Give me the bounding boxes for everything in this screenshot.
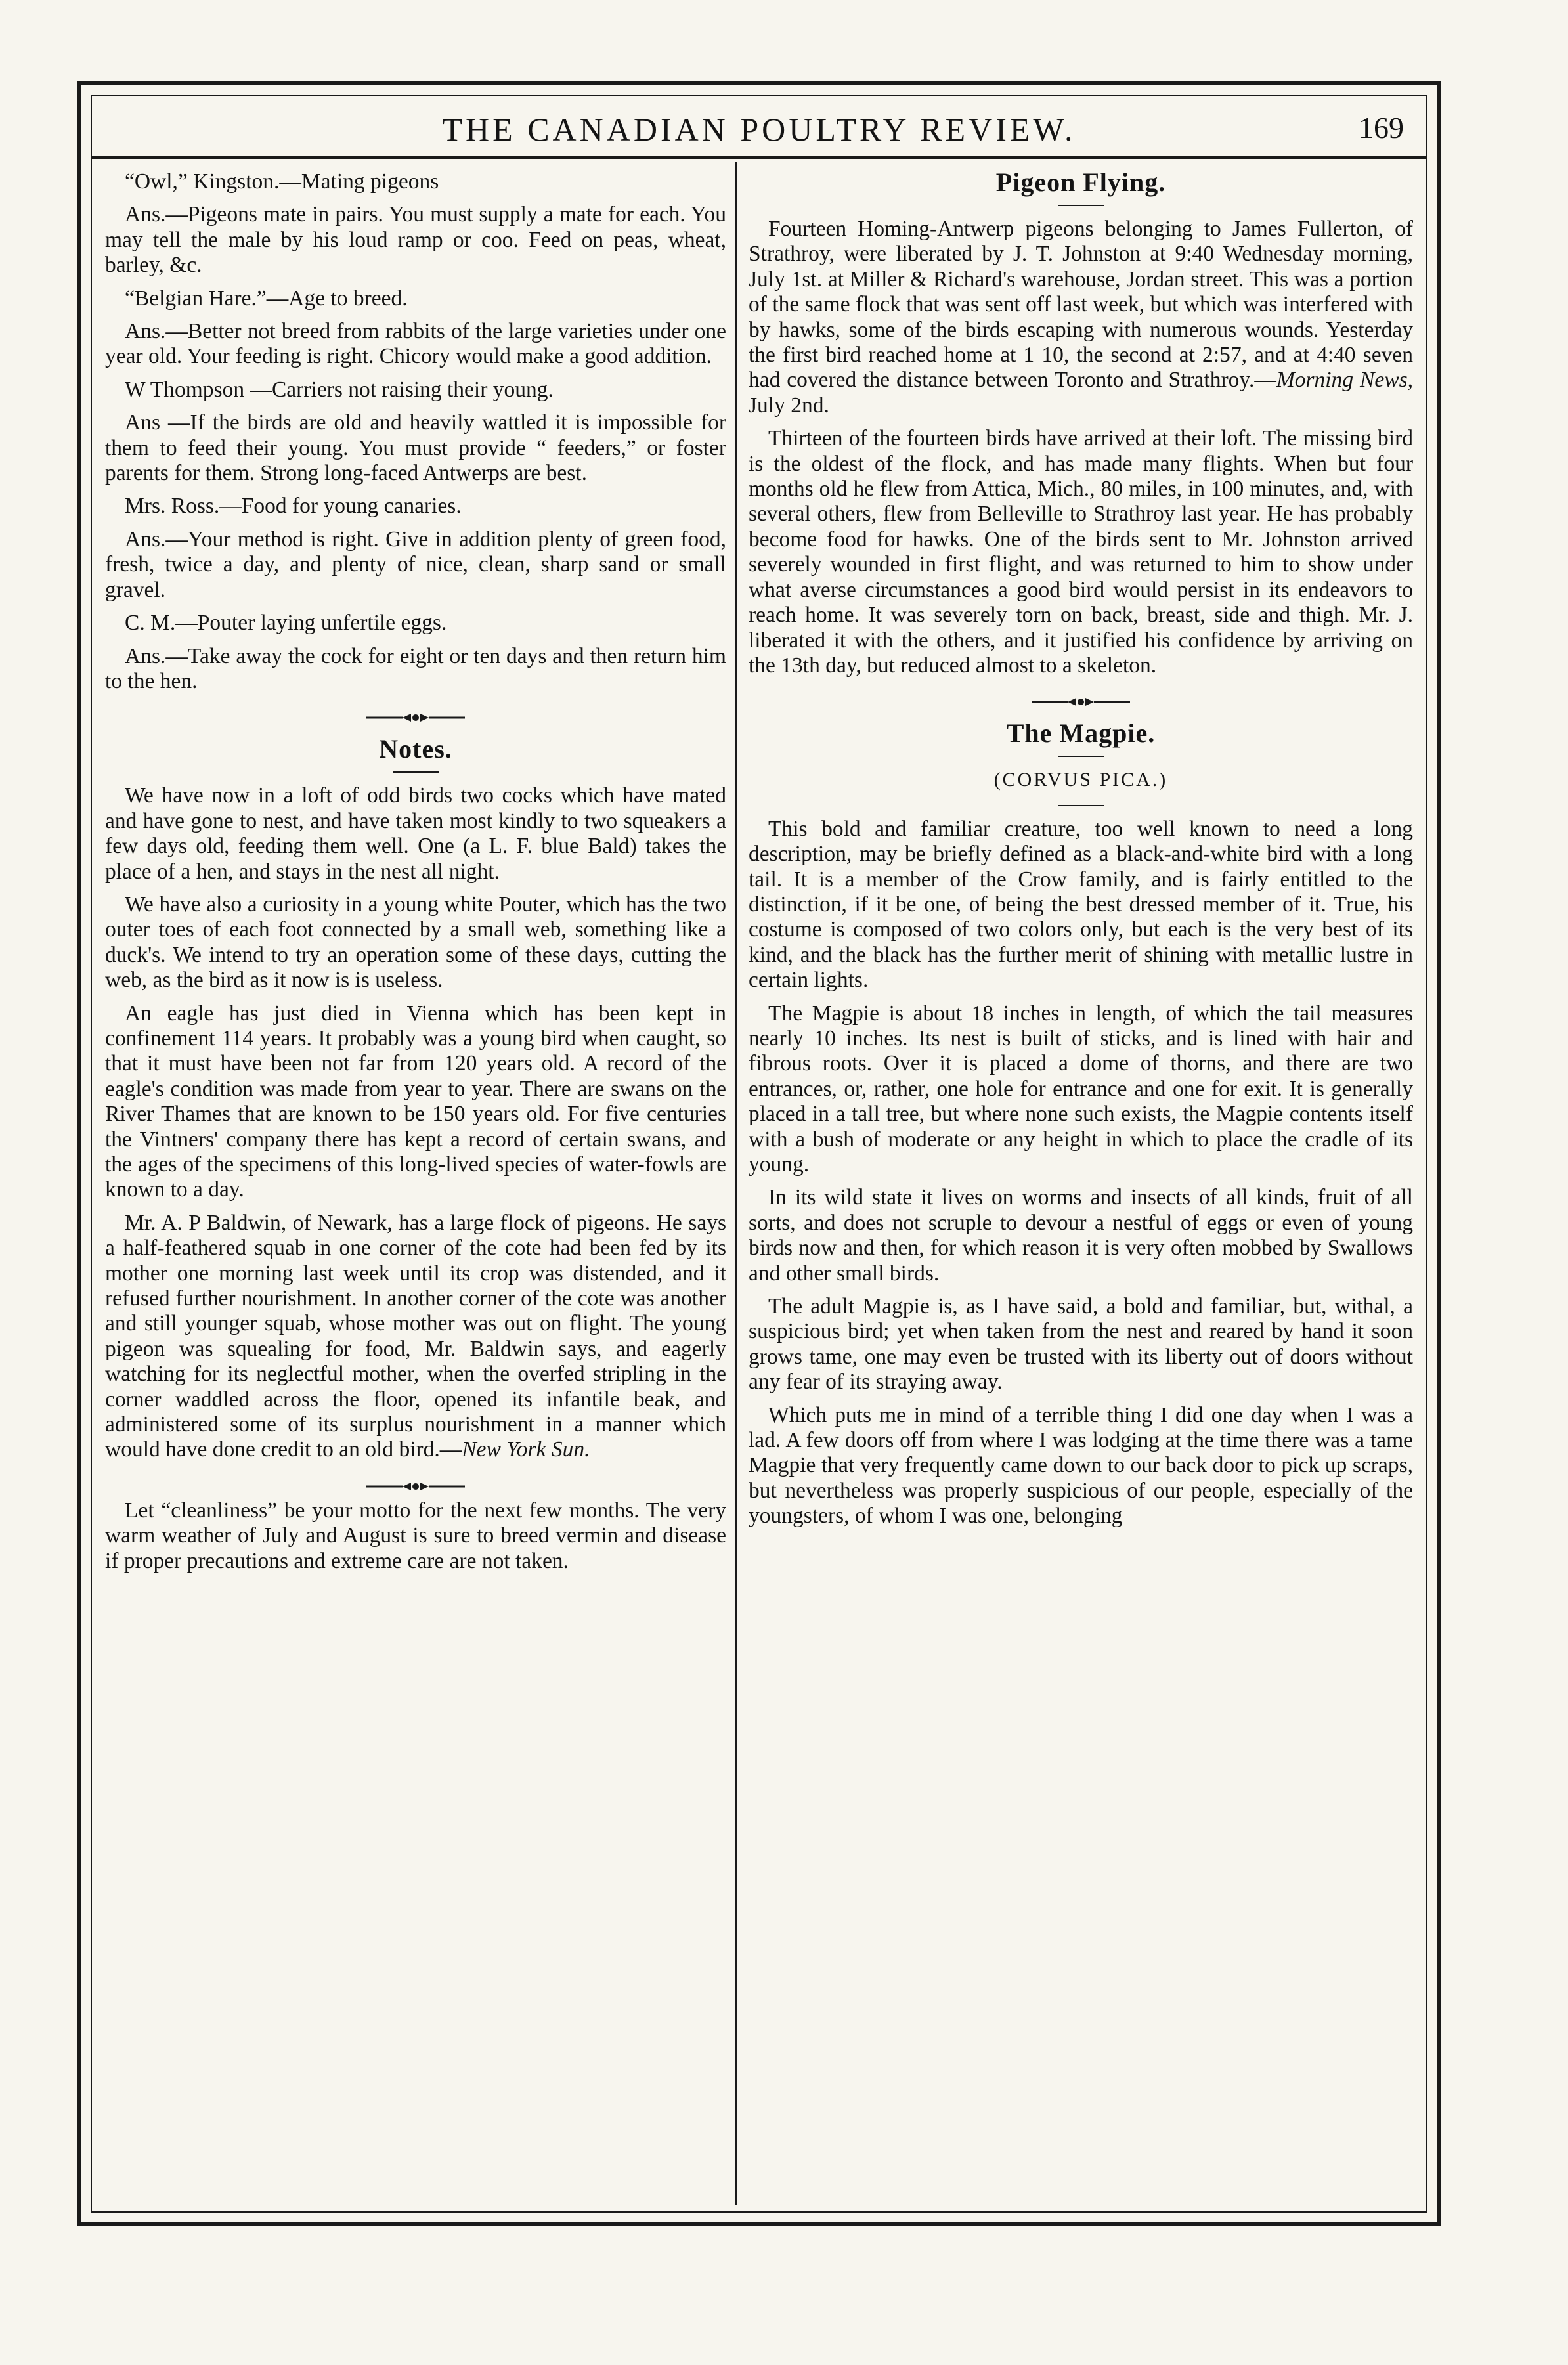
page-inner-frame xyxy=(91,95,1427,2213)
right-column xyxy=(749,169,1413,2196)
magpie-paragraph: This bold and familiar creature, too well known to need a long description, may be briefly defined as a black-and-white bird with a long tail. It is a member of the Crow family, and is fairly entitled to the distinction, if it be one, of being the best dressed member of it. True, his costume is composed of two colors only, but each is the very best of its kind, and the black has the further merit of shining with metallic lustre in certain lights. xyxy=(749,816,1413,993)
section-divider-ornament xyxy=(105,1475,726,1493)
pigeon-source: Morning News, xyxy=(1276,368,1413,393)
page-number: 169 xyxy=(1359,111,1404,144)
pigeon-paragraph xyxy=(749,217,1413,418)
qa-answer: Ans.—Take away the cock for eight or ten days and then return him to the hen. xyxy=(105,643,726,693)
magpie-heading: The Magpie. xyxy=(1006,718,1156,749)
cleanliness-paragraph: Let “cleanliness” be your motto for the next few months. The very warm weather of July and August is sure to breed vermin and disease if proper precautions and extreme care are not taken. xyxy=(105,1498,726,1573)
heading-underline xyxy=(1058,205,1104,206)
pigeon-date: July 2nd. xyxy=(749,393,829,418)
magpie-subheading: (CORVUS PICA.) xyxy=(993,769,1168,791)
note-paragraph: We have now in a loft of odd birds two cocks which have mated and have gone to nest, and have taken most kindly to two squeakers a few days old, feeding them well. One (a L. F. blue Bald) takes the place of a hen, and stays in the nest all night. xyxy=(105,783,726,884)
section-divider-ornament xyxy=(749,690,1413,708)
magpie-paragraph: Which puts me in mind of a terrible thing I did one day when I was a lad. A few doors off from where I was lodging at the time there was a tame Magpie that very frequently came down to our back door to pick up scraps, but nevertheless was properly suspicious of our people, especially of the youngsters, of whom I was one, belonging xyxy=(749,1402,1413,1529)
qa-question: “Belgian Hare.”—Age to breed. xyxy=(125,286,408,311)
page-header xyxy=(92,96,1426,159)
journal-title: THE CANADIAN POULTRY REVIEW. xyxy=(442,111,1076,148)
qa-answer: Ans.—Better not breed from rabbits of the large varieties under one year old. Your feeding is right. Chicory would make a good addition. xyxy=(105,319,726,369)
heading-underline xyxy=(1058,756,1104,757)
pigeon-paragraph-text: Fourteen Homing-Antwerp pigeons belonging to James Fullerton, of Strathroy, were liberated by J. T. Johnston at 9:40 Wednesday morning, July 1st. at Miller & Richard's warehouse, Jordan street. This was a portion of the same flock that was sent off last week, but which was interfered with by hawks, some of the birds escaping with numerous wounds. Yesterday the first bird reached home at 1 10, the second at 2:57, and at 4:40 seven had covered the distance between Toronto and Strathroy.— xyxy=(749,217,1413,393)
note-paragraph-baldwin xyxy=(105,1211,726,1463)
note-paragraph: An eagle has just died in Vienna which has been kept in confinement 114 years. It probably was a young bird when caught, so that it must have been not far from 120 years old. A record of the eagle's condition was made from year to year. There are swans on the River Thames that are known to be 150 years old. For five centuries the Vintners' company there has kept a record of certain swans, and the ages of the specimens of this long-lived species of water-fowls are known to a day. xyxy=(105,1001,726,1202)
page-frame xyxy=(77,81,1441,2226)
qa-answer: Ans.—Your method is right. Give in addition plenty of green food, fresh, twice a day, and plenty of nice, clean, sharp sand or small gravel. xyxy=(105,527,726,602)
section-divider-ornament xyxy=(105,706,726,724)
note-paragraph: We have also a curiosity in a young white Pouter, which has the two outer toes of each foot connected by a small web, something like a duck's. We intend to try an operation some of these days, cutting the web, as the bird as it now is is useless. xyxy=(105,892,726,993)
qa-answer: Ans —If the birds are old and heavily wattled it is impossible for them to feed their young. You must provide “ feeders,” or foster parents for them. Strong long-faced Antwerps are best. xyxy=(105,410,726,486)
qa-question: “Owl,” Kingston.—Mating pigeons xyxy=(125,169,439,194)
pigeon-paragraph: Thirteen of the fourteen birds have arrived at their loft. The missing bird is the oldest of the flock, and has made many flights. When but four months old he flew from Attica, Mich., 80 miles, in 100 minutes, and, with several others, flew from Belleville to Strathroy last year. He has probably become food for hawks. One of the birds sent to Mr. Johnston arrived severely wounded in first flight, and was returned to him to show under what averse circumstances a good bird would persist in its endeavors to reach home. It was severely torn on back, breast, side and thigh. Mr. J. liberated it with the others, and it justified his confidence by arriving on the 13th day, but reduced almost to a skeleton. xyxy=(749,426,1413,678)
qa-answer: Ans.—Pigeons mate in pairs. You must supply a mate for each. You may tell the male by his loud ramp or coo. Feed on peas, wheat, barley, &c. xyxy=(105,202,726,278)
qa-section xyxy=(105,169,726,694)
notes-heading: Notes. xyxy=(379,734,452,764)
magpie-paragraph: In its wild state it lives on worms and insects of all kinds, fruit of all sorts, and does not scruple to devour a nestful of eggs or even of young birds now and then, for which reason it is very often mobbed by Swallows and other small birds. xyxy=(749,1185,1413,1286)
note-paragraph-text: Mr. A. P Baldwin, of Newark, has a large flock of pigeons. He says a half-feathered squab in one corner of the cote had been fed by its mother one morning last week until its crop was distended, and it refused further nourishment. In another corner of the cote was another and still younger squab, whose mother was out on flight. The young pigeon was squealing for food, Mr. Baldwin says, and eagerly watching for its neglectful mother, when the overfed stripling in the corner waddled across the floor, opened its infantile beak, and administered some of its surplus nourishment in a manner which would have done credit to an old bird.— xyxy=(105,1210,726,1462)
heading-underline xyxy=(393,771,439,773)
magpie-paragraph: The Magpie is about 18 inches in length, of which the tail measures nearly 10 inches. Its nest is built of sticks, and is lined with hair and fibrous roots. Over it is placed a dome of thorns, and there are two entrances, or, rather, one hole for entrance and one for exit. It is generally placed in a tall tree, but where none such exists, the Magpie contents itself with a bush of moderate or any height in which to place the cradle of its young. xyxy=(749,1001,1413,1177)
qa-question: C. M.—Pouter laying unfertile eggs. xyxy=(125,611,447,636)
qa-question: Mrs. Ross.—Food for young canaries. xyxy=(125,494,462,519)
magpie-paragraph: The adult Magpie is, as I have said, a bold and familiar, but, withal, a suspicious bird; yet when taken from the nest and reared by hand it soon grows tame, one may even be trusted with its liberty out of doors without any fear of its straying away. xyxy=(749,1294,1413,1395)
pigeon-flying-heading: Pigeon Flying. xyxy=(995,169,1166,197)
qa-question: W Thompson —Carriers not raising their young. xyxy=(125,377,554,402)
column-rule xyxy=(735,162,737,2205)
notes-section xyxy=(105,783,726,1463)
note-source: New York Sun. xyxy=(462,1437,590,1462)
left-column xyxy=(105,169,726,2196)
subheading-underline xyxy=(1058,805,1104,806)
